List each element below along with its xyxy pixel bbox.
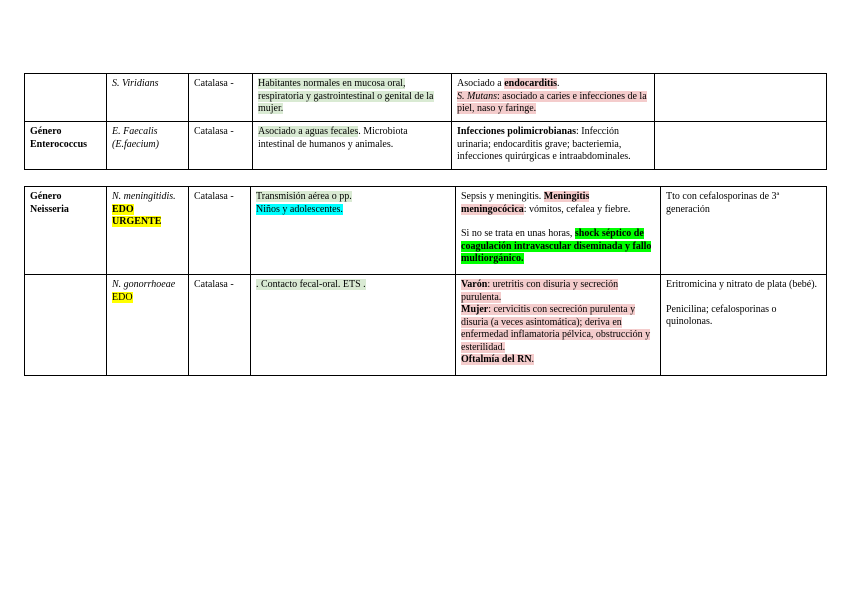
habitat-cell [251, 275, 456, 376]
habitat-highlight: Habitantes normales en mucosa oral, respiratoria y gastrointestinal o genital de la mujer. [258, 78, 434, 114]
species-cell [107, 74, 189, 122]
species-alt-name: (E.faecium) [112, 138, 159, 150]
clinical-cell [456, 275, 661, 376]
clinical-p1-bold: Meningitis meningocócica [461, 191, 590, 215]
oftalmia-label: Oftalmía del RN [461, 354, 532, 365]
treatment-p1: Eritromicina y nitrato de plata (bebé). [666, 279, 818, 290]
habitat-highlight: Asociado a aguas fecales [258, 126, 359, 137]
species-cell [107, 187, 189, 275]
catalase-cell: Catalasa - [189, 122, 253, 170]
species-name: N. gonorrhoeae [112, 279, 176, 290]
varon-label: Varón [461, 279, 488, 290]
catalase-cell: Catalasa - [189, 187, 251, 275]
genus-cell [25, 74, 107, 122]
species-mutans: S. Mutans [457, 90, 497, 102]
clinical-cell [452, 74, 655, 122]
clinical-bold: endocarditis [504, 78, 557, 89]
clinical-prefix: Asociado a [457, 78, 505, 89]
clinical-p1-suffix: : vómitos, cefalea y fiebre. [523, 203, 631, 215]
habitat-line1: Transmisión aérea o pp. [256, 191, 352, 202]
treatment-p2: Penicilina; cefalosporinas o quinolonas. [666, 303, 777, 327]
varon-text: : uretritis con disuria y secreción purulenta. [461, 279, 619, 303]
mujer-label: Mujer [461, 304, 489, 315]
habitat-cell [251, 187, 456, 275]
species-name: S. Viridians [112, 78, 159, 89]
clinical-text: : Infección urinaria; endocarditis grave; bacteriemia, infecciones quirúrgicas e intraabdominales. [457, 126, 631, 162]
oftalmia-suffix: . [531, 354, 535, 365]
genus-cell: Género Enterococcus [25, 122, 107, 170]
genus-cell: Género Neisseria [25, 187, 107, 275]
mujer-text: : cervicitis con secreción purulenta y disuria (a veces asintomática); deriva en enfermedad inflamatoria pélvica, obstrucción y esterilidad. [461, 304, 651, 353]
bacteria-table-streptococcus-enterococcus [24, 73, 827, 170]
catalase-cell: Catalasa - [189, 275, 251, 376]
urgent-badge: URGENTE [112, 216, 162, 227]
treatment-cell [655, 122, 827, 170]
clinical-cell [456, 187, 661, 275]
clinical-cell [452, 122, 655, 170]
species-cell [107, 275, 189, 376]
clinical-p2-prefix: Si no se trata en unas horas, [461, 228, 575, 239]
clinical-p1-prefix: Sepsis y meningitis. [461, 191, 544, 202]
clinical-line2: : asociado a caries e infecciones de la piel, naso y faringe. [457, 90, 647, 114]
treatment-cell [661, 275, 827, 376]
table-row [25, 275, 827, 376]
clinical-p2-bold: shock séptico de coagulación intravascular diseminada y fallo multiorgánico. [461, 228, 652, 264]
habitat-cell [253, 122, 452, 170]
habitat-cell [253, 74, 452, 122]
clinical-bold: Infecciones polimicrobianas [457, 126, 576, 137]
habitat-text: . Microbiota intestinal de humanos y animales. [258, 126, 408, 150]
genus-cell [25, 275, 107, 376]
table-row [25, 122, 827, 170]
table-row [25, 74, 827, 122]
habitat-text: . Contacto fecal-oral. ETS . [256, 279, 366, 290]
species-name: E. Faecalis [112, 126, 158, 137]
edo-badge: EDO [112, 203, 134, 215]
bacteria-table-neisseria [24, 186, 827, 376]
habitat-line2: Niños y adolescentes. [256, 203, 343, 215]
catalase-cell: Catalasa - [189, 74, 253, 122]
clinical-suffix: . [557, 78, 560, 89]
treatment-cell [655, 74, 827, 122]
table-row [25, 187, 827, 275]
treatment-cell: Tto con cefalosporinas de 3ª generación [661, 187, 827, 275]
species-cell [107, 122, 189, 170]
edo-badge: EDO [112, 291, 133, 303]
species-name: N. meningitidis. [112, 191, 176, 202]
